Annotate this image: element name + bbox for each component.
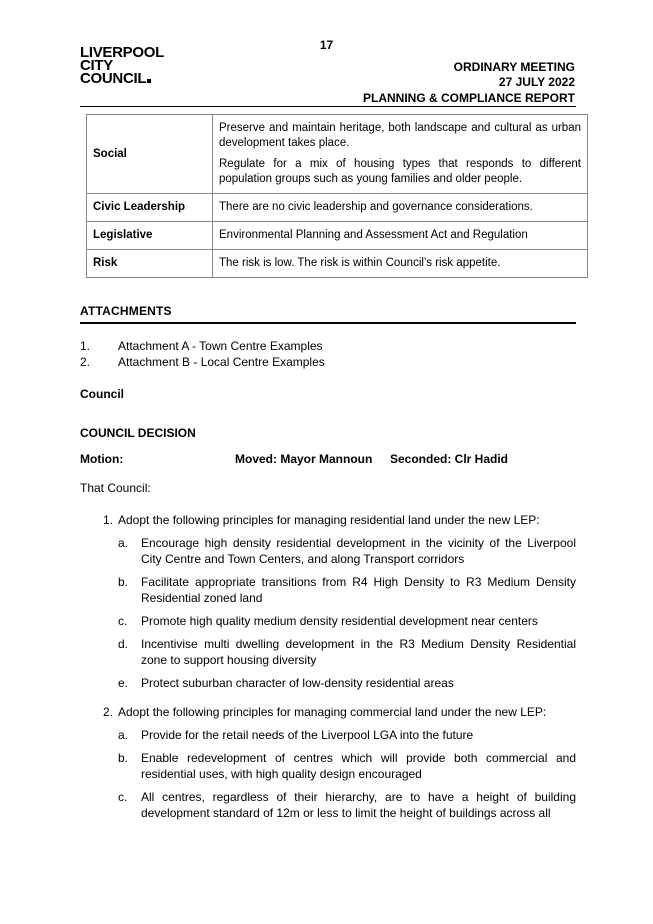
item-text: Provide for the retail needs of the Liverpool LGA into the future (141, 728, 474, 742)
table-row (87, 194, 588, 222)
list-item (118, 613, 576, 629)
logo-line: COUNCIL (80, 70, 147, 87)
meeting-date: 27 JULY 2022 (498, 75, 575, 89)
meeting-type: ORDINARY MEETING (453, 60, 575, 74)
list-item (118, 675, 576, 691)
logo-line: LIVERPOOL (80, 44, 164, 61)
attachment-item[interactable] (80, 338, 325, 354)
seconded-by: Seconded: Clr Hadid (390, 452, 509, 466)
item-text: All centres, regardless of their hierarchy, are to have a height of building development standard of 12m or less to limit the height of buildings across all (141, 790, 576, 820)
item-letter: d. (118, 637, 129, 651)
resolution-intro: That Council: (80, 481, 151, 495)
item-text: Incentivise multi dwelling development in the R3 Medium Density Residential zone to support housing diversity (141, 637, 576, 667)
list-item (118, 727, 576, 743)
logo-line: CITY (80, 57, 113, 74)
table-description (213, 115, 588, 194)
item-text: Facilitate appropriate transitions from R4 High Density to R3 Medium Density Residential zoned land (141, 575, 576, 605)
item-letter: a. (118, 728, 129, 742)
table-paragraph: The risk is low. The risk is within Council’s risk appetite. (219, 257, 501, 269)
item-letter: b. (118, 751, 129, 765)
moved-by: Moved: Mayor Mannoun (235, 452, 373, 466)
table-category: Social (87, 115, 213, 194)
attachment-number: 1. (80, 339, 91, 353)
table-paragraph: Preserve and maintain heritage, both landscape and cultural as urban development takes place. (219, 122, 581, 149)
list-item (118, 535, 576, 567)
list-item (118, 636, 576, 668)
resolution-2 (80, 704, 576, 821)
list-item (118, 750, 576, 782)
meeting-info (454, 60, 575, 90)
attachments-divider (80, 322, 576, 324)
attachment-number: 2. (80, 355, 91, 369)
item-letter: c. (118, 790, 128, 804)
attachments-list (80, 338, 325, 370)
table-row (87, 115, 588, 194)
table-category: Risk (87, 250, 213, 278)
resolution-text: Adopt the following principles for managing commercial land under the new LEP: (118, 705, 547, 719)
attachments-heading: ATTACHMENTS (80, 304, 172, 318)
motion-label: Motion: (80, 452, 124, 466)
table-paragraph: Regulate for a mix of housing types that responds to different population groups such as young families and older people. (219, 158, 581, 185)
council-logo (80, 46, 164, 85)
table-description (213, 194, 588, 222)
report-name: PLANNING & COMPLIANCE REPORT (362, 91, 575, 105)
table-description (213, 250, 588, 278)
list-item (118, 789, 576, 821)
list-item (118, 574, 576, 606)
resolution-text: Adopt the following principles for managing residential land under the new LEP: (118, 513, 540, 527)
table-description (213, 222, 588, 250)
table-paragraph: Environmental Planning and Assessment Act and Regulation (219, 229, 528, 241)
item-letter: c. (118, 614, 128, 628)
header-divider (80, 106, 576, 107)
logo-dot-icon (147, 79, 151, 83)
item-letter: a. (118, 536, 129, 550)
resolution-number: 2. (102, 705, 113, 719)
resolution-1 (80, 512, 576, 691)
item-text: Protect suburban character of low-density residential areas (141, 676, 454, 690)
attachment-item[interactable] (80, 354, 325, 370)
table-row (87, 222, 588, 250)
considerations-table (86, 114, 588, 278)
decision-heading: COUNCIL DECISION (80, 426, 196, 440)
item-text: Encourage high density residential development in the vicinity of the Liverpool City Centre and Town Centers, and along Transport corridors (141, 536, 576, 566)
attachment-label: Attachment B - Local Centre Examples (118, 355, 325, 369)
item-letter: e. (118, 676, 129, 690)
table-row (87, 250, 588, 278)
attachment-label: Attachment A - Town Centre Examples (118, 339, 323, 353)
table-category: Legislative (87, 222, 213, 250)
page-number: 17 (319, 38, 334, 52)
council-label: Council (80, 387, 124, 401)
table-paragraph: There are no civic leadership and governance considerations. (219, 201, 533, 213)
item-text: Enable redevelopment of centres which will provide both commercial and residential uses, with high quality design encouraged (141, 751, 576, 781)
table-category: Civic Leadership (87, 194, 213, 222)
motion-row (80, 452, 576, 466)
item-text: Promote high quality medium density residential development near centers (141, 614, 538, 628)
resolution-number: 1. (102, 513, 113, 527)
item-letter: b. (118, 575, 129, 589)
